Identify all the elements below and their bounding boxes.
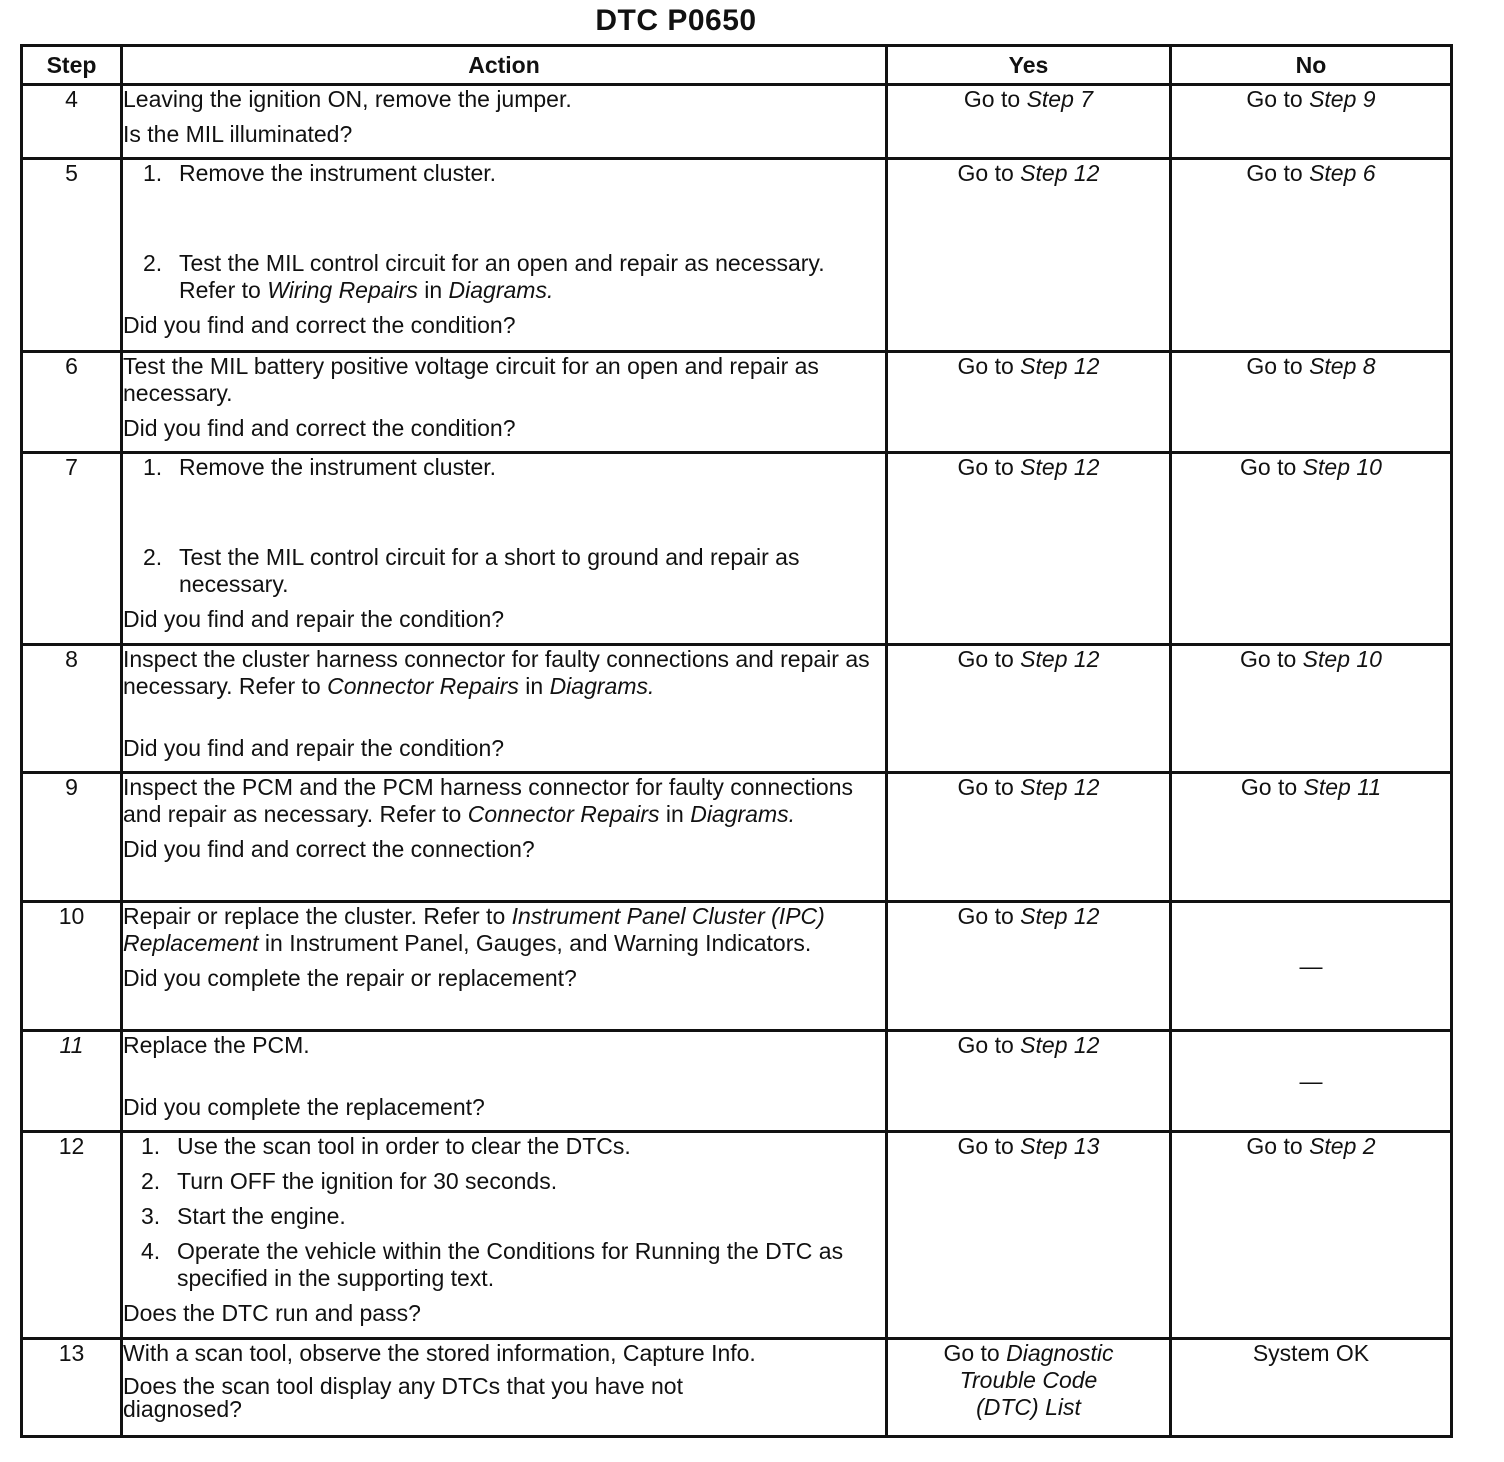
dtc-table — [20, 44, 1453, 1438]
table-row — [22, 1339, 1452, 1437]
action-cell — [122, 453, 887, 645]
action-cell — [122, 159, 887, 352]
action-question: Does the scan tool display any DTCs that you have not diagnosed? — [123, 1373, 683, 1422]
action-question: Did you find and repair the condition? — [123, 735, 505, 761]
no-cell: Go to Step 8 — [1171, 352, 1452, 453]
table-row — [22, 453, 1452, 645]
list-item: 2. Test the MIL control circuit for an open and repair as necessary. Refer to Wiring Repairs in Diagrams. — [143, 250, 825, 303]
table-row — [22, 773, 1452, 902]
step-number: 5 — [22, 159, 122, 352]
header-step: Step — [22, 46, 122, 85]
list-item: 4. Operate the vehicle within the Conditions for Running the DTC as specified in the supporting text. — [141, 1238, 844, 1291]
yes-cell: Go to Step 12 — [887, 773, 1171, 902]
yes-step-link: Step 12 — [1020, 646, 1100, 672]
yes-cell: Go to Step 12 — [887, 645, 1171, 773]
table-row — [22, 1132, 1452, 1339]
step-number: 11 — [22, 1031, 122, 1132]
list-item: 1. Remove the instrument cluster. — [143, 454, 497, 480]
yes-step-link: Step 12 — [1020, 903, 1100, 929]
table-row — [22, 159, 1452, 352]
step-number: 12 — [22, 1132, 122, 1339]
yes-cell: Go to Step 12 — [887, 1031, 1171, 1132]
action-text: With a scan tool, observe the stored information, Capture Info. — [123, 1340, 756, 1366]
yes-step-link: Step 12 — [1020, 353, 1100, 379]
action-question: Did you complete the repair or replacement? — [123, 965, 577, 991]
table-row — [22, 1031, 1452, 1132]
table-row — [22, 645, 1452, 773]
action-text: Leaving the ignition ON, remove the jumper. — [123, 86, 572, 112]
yes-step-link: Step 12 — [1020, 774, 1100, 800]
yes-step-link: Step 12 — [1020, 454, 1100, 480]
no-step-link: Step 10 — [1302, 646, 1382, 672]
yes-step-link: Step 12 — [1020, 160, 1100, 186]
table-row — [22, 85, 1452, 159]
no-step-link: Step 6 — [1309, 160, 1376, 186]
table-row — [22, 902, 1452, 1031]
action-text: Test the MIL battery positive voltage circuit for an open and repair as necessary. — [123, 353, 819, 406]
action-cell — [122, 352, 887, 453]
yes-cell: Go to Step 13 — [887, 1132, 1171, 1339]
header-no: No — [1171, 46, 1452, 85]
list-item: 1. Use the scan tool in order to clear the DTCs. — [141, 1133, 631, 1159]
no-cell: — — [1171, 902, 1452, 1031]
step-number: 9 — [22, 773, 122, 902]
action-list — [123, 1133, 885, 1292]
no-step-link: Step 10 — [1302, 454, 1382, 480]
no-step-link: Step 11 — [1303, 774, 1382, 800]
action-cell — [122, 85, 887, 159]
step-number: 7 — [22, 453, 122, 645]
page-title: DTC P0650 — [595, 4, 757, 37]
no-cell: Go to Step 2 — [1171, 1132, 1452, 1339]
table-row — [22, 352, 1452, 453]
action-question: Did you find and correct the condition? — [123, 415, 516, 441]
action-cell — [122, 902, 887, 1031]
no-step-link: Step 2 — [1309, 1133, 1376, 1159]
yes-goto: Go to — [963, 86, 1021, 112]
action-text: Inspect the PCM and the PCM harness connector for faulty connections and repair as necessary. Refer to Connector Repairs in Diagrams. — [123, 774, 853, 827]
yes-cell: Go to Step 12 — [887, 352, 1171, 453]
action-text: Repair or replace the cluster. Refer to Instrument Panel Cluster (IPC) Replacement in Instrument Panel, Gauges, and Warning Indicators. — [123, 903, 825, 956]
no-goto: Go to — [1246, 86, 1303, 112]
step-number: 8 — [22, 645, 122, 773]
yes-step-link: Step 12 — [1020, 1032, 1100, 1058]
step-number: 13 — [22, 1339, 122, 1437]
action-question: Did you find and repair the condition? — [123, 606, 505, 632]
yes-step-link: Step 7 — [1026, 86, 1094, 112]
no-cell: Go to Step 6 — [1171, 159, 1452, 352]
action-cell — [122, 645, 887, 773]
yes-cell: Go to Step 12 — [887, 902, 1171, 1031]
action-cell — [122, 1339, 887, 1437]
list-item: 2. Test the MIL control circuit for a short to ground and repair as necessary. — [143, 544, 800, 597]
yes-cell: Go to Diagnostic Trouble Code (DTC) List — [887, 1339, 1171, 1437]
step-number: 10 — [22, 902, 122, 1031]
action-list — [123, 160, 885, 304]
action-question: Did you complete the replacement? — [123, 1094, 485, 1120]
yes-step-link: Step 13 — [1020, 1133, 1100, 1159]
action-question: Did you find and correct the connection? — [123, 836, 535, 862]
header-action: Action — [122, 46, 887, 85]
action-question: Does the DTC run and pass? — [123, 1300, 421, 1326]
no-step-link: Step 8 — [1309, 353, 1376, 379]
no-cell: Go to Step 10 — [1171, 645, 1452, 773]
action-text: Replace the PCM. — [123, 1032, 310, 1058]
action-text: Inspect the cluster harness connector for faulty connections and repair as necessary. Refer to Connector Repairs in Diagrams. — [123, 646, 870, 699]
list-item: 3. Start the engine. — [141, 1203, 346, 1229]
list-item: 2. Turn OFF the ignition for 30 seconds. — [141, 1168, 558, 1194]
yes-cell: Go to Step 12 — [887, 453, 1171, 645]
list-item: 1. Remove the instrument cluster. — [143, 160, 497, 186]
yes-step-link: Diagnostic Trouble Code (DTC) List — [959, 1340, 1114, 1420]
no-cell: — — [1171, 1031, 1452, 1132]
action-cell — [122, 773, 887, 902]
no-cell: Go to Step 11 — [1171, 773, 1452, 902]
action-question: Is the MIL illuminated? — [123, 121, 353, 147]
action-cell — [122, 1031, 887, 1132]
yes-cell: Go to Step 12 — [887, 159, 1171, 352]
no-cell: Go to Step 10 — [1171, 453, 1452, 645]
table-header-row — [22, 46, 1452, 85]
no-cell — [1171, 85, 1452, 159]
no-cell: System OK — [1171, 1339, 1452, 1437]
step-number: 4 — [22, 85, 122, 159]
action-cell — [122, 1132, 887, 1339]
action-list — [123, 454, 885, 598]
yes-cell — [887, 85, 1171, 159]
action-question: Did you find and correct the condition? — [123, 312, 516, 338]
no-step-link: Step 9 — [1309, 86, 1376, 112]
header-yes: Yes — [887, 46, 1171, 85]
step-number: 6 — [22, 352, 122, 453]
